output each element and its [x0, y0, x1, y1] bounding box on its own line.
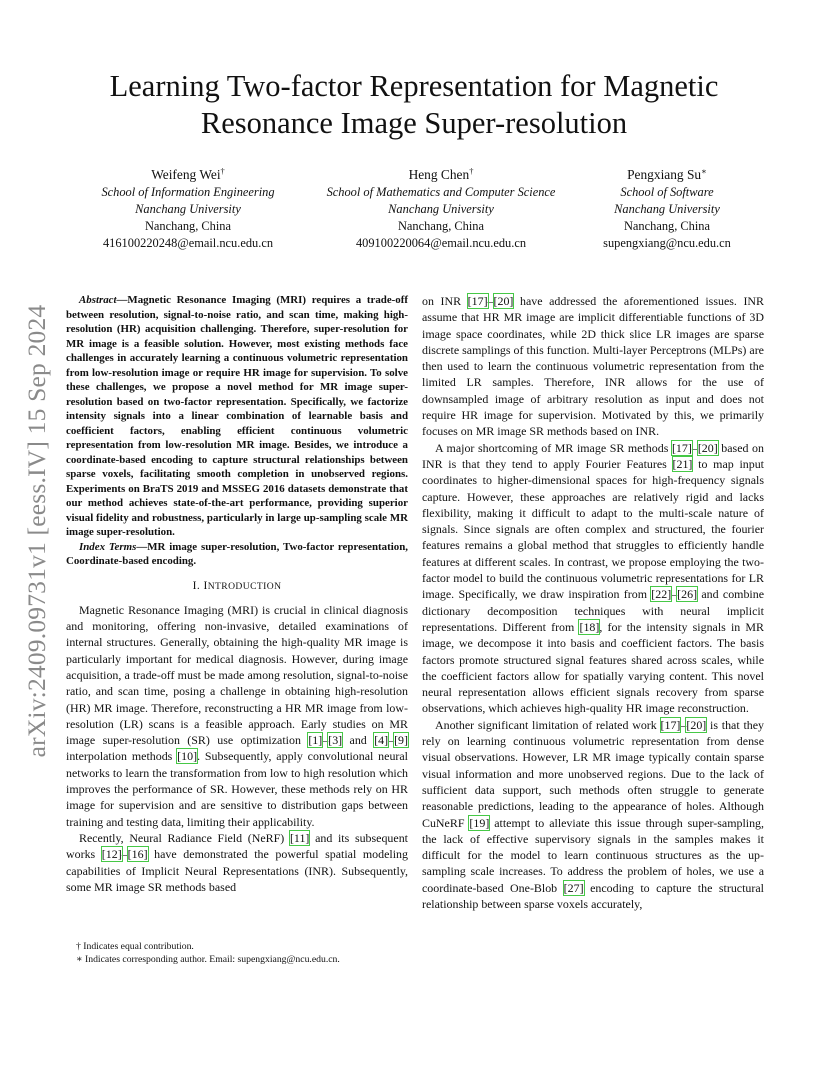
author-city: Nanchang, China — [397, 219, 485, 233]
citation-link[interactable]: [20] — [493, 294, 514, 308]
citation-link[interactable]: [17] — [467, 294, 488, 308]
abstract-label: Abstract — [79, 294, 117, 306]
footnotes — [66, 941, 408, 966]
index-terms — [66, 540, 408, 569]
author-dept: School of Information Engineering — [101, 185, 275, 199]
abstract-text: —Magnetic Resonance Imaging (MRI) requires a trade-off between resolution, signal-to-noise ratio, and scan time, making high-resolution (HR) acquisition challenging. Therefore, super-resolution for MR image is a feasible solution. However, most existing methods face challenges in accurately learning a continuous volumetric representation from low-resolution image or require HR image for supervision. To solve these challenges, we propose a novel method for MR image super-resolution based on two-factor representation. Specifically, we factorize intensity signals into a linear combination of learnable basis and coefficient factors, enabling efficient continuous volumetric representation from low-resolution MR image. Besides, we introduce a coordinate-based encoding to capture structural relationships between sparse voxels, facilitating smooth completion in unobserved regions. Experiments on BraTS 2019 and MSSEG 2016 datasets demonstrate that our method achieves state-of-the-art performance, providing superior visual fidelity and robustness, particularly in large up-sampling scale MR image super-resolution. — [66, 294, 408, 538]
citation-link[interactable]: [11] — [289, 830, 310, 845]
arxiv-watermark — [22, 286, 52, 776]
citation-link[interactable]: [9] — [394, 733, 408, 748]
author-block-1 — [82, 162, 294, 252]
citation-link[interactable]: [21] — [672, 456, 693, 471]
author-name: Heng Chen† — [408, 166, 474, 182]
author-dept: School of Software — [620, 185, 714, 199]
citation-link[interactable]: [22] — [651, 587, 672, 602]
citation-link[interactable]: [3] — [328, 733, 343, 748]
citation-link[interactable]: [20] — [686, 717, 707, 732]
author-name: Pengxiang Su∗ — [627, 166, 707, 182]
author-block-3 — [588, 162, 746, 252]
author-email: 416100220248@email.ncu.edu.cn — [102, 236, 274, 250]
citation-link[interactable]: [27] — [563, 880, 584, 895]
citation-link[interactable]: [26] — [677, 587, 698, 602]
author-name: Weifeng Wei† — [151, 166, 225, 182]
title-line-1: Learning Two-factor Representation for Magnetic — [109, 69, 719, 103]
citation-link[interactable]: [17] — [671, 440, 692, 455]
intro-paragraph-2: Recently, Neural Radiance Field (NeRF) [11] and its subsequent works [12]–[16] have demonstrated the powerful spatial modeling capabilities of Implicit Neural Representations (INR). Subsequently, some MR image SR methods based — [66, 830, 408, 894]
index-terms-text: —MR image super-resolution, Two-factor representation, Coordinate-based encoding. — [66, 540, 408, 567]
abstract — [66, 293, 408, 540]
author-dept: School of Mathematics and Computer Science — [326, 185, 556, 199]
author-block-2 — [306, 162, 576, 252]
citation-link[interactable]: [10] — [177, 749, 198, 764]
citation-link[interactable]: [17] — [660, 717, 681, 732]
citation-link[interactable]: [18] — [579, 619, 600, 634]
author-univ: Nanchang University — [388, 202, 494, 216]
citation-link[interactable]: [12] — [101, 847, 122, 862]
author-univ: Nanchang University — [135, 202, 241, 216]
citation-link[interactable]: [16] — [127, 847, 148, 862]
citation-link[interactable]: [19] — [469, 815, 490, 830]
citation-link[interactable]: [1] — [308, 733, 323, 748]
author-email: 409100220064@email.ncu.edu.cn — [355, 236, 527, 250]
footnote-corresponding-author: ∗ Indicates corresponding author. Email: supengxiang@ncu.edu.cn. — [76, 953, 340, 965]
footnote-equal-contribution: † Indicates equal contribution. — [76, 941, 194, 952]
citation-link[interactable]: [20] — [697, 440, 718, 455]
citation-link[interactable]: [4] — [374, 733, 389, 748]
arxiv-id: arXiv:2409.09731v1 [eess.IV] 15 Sep 2024 — [22, 304, 51, 758]
author-city: Nanchang, China — [144, 219, 232, 233]
paper-title — [60, 68, 768, 142]
left-column — [66, 293, 408, 895]
author-univ: Nanchang University — [614, 202, 720, 216]
author-city: Nanchang, China — [623, 219, 711, 233]
right-column — [422, 293, 764, 912]
intro-paragraph-3: on INR [17]–[20] have addressed the aforementioned issues. INR assume that HR MR image are implicit differentiable functions of 3D image space coordinates, while 2D thick slice LR images are sparse discrete samplings of this function. Multi-layer Perceptrons (MLPs) are then used to learn the continuous volumetric representation from the limited LR samples. Therefore, INR allows for the use of downsampled image of arbitrary resolution as input and does not require HR image for supervision. Motivated by this, we primarily focuses on MR image SR methods based on INR. — [422, 294, 765, 439]
title-line-2: Resonance Image Super-resolution — [200, 106, 628, 140]
index-terms-label: Index Terms — [79, 540, 137, 553]
intro-paragraph-4: A major shortcoming of MR image SR methods [17]–[20] based on INR is that they tend to apply Fourier Features [21] to map input coordinates to higher-dimensional spaces for high-frequency signals capture. However, these approaches are relatively rigid and lacks flexibility, making it difficult to adapt to the multi-scale nature of signals. Since signals are often complex and structured, the fourier features remains a global method that struggles to efficiently handle features at different scales. In contrast, we propose employing the two-factor model to build the continuous volumetric representations for LR image. Specifically, we draw inspiration from [22]–[26] and combine dictionary decomposition techniques with neural implicit representations. Different from [18], for the intensity signals in MR image, we decompose it into basis and coefficient factors. The basis factors promote structured signal features shared across scales, while the coefficient factors allow for spatially varying content. This novel neural representation allows efficient signals recovery from sparse observations, which achieves high-quality HR image reconstruction. — [422, 440, 765, 716]
section-heading: I. INTRODUCTION — [192, 578, 282, 592]
intro-paragraph-1: Magnetic Resonance Imaging (MRI) is crucial in clinical diagnosis and monitoring, offering non-invasive, detailed examinations of internal structures. Generally, obtaining the high-quality MR image is particularly important for medical diagnosis. However, during image acquisition, a trade-off must be made among resolution, signal-to-noise ratio, and scan time, posing a challenge in obtaining high-resolution (HR) MR image. Therefore, reconstructing a HR MR image from low-resolution (LR) scans is a feasible approach. Early studies on MR image super-resolution (SR) use optimization [1]–[3] and [4]–[9] interpolation methods [10]. Subsequently, apply convolutional neural networks to learn the transformation from low to high resolution which improves the performance of SR. However, these methods rely on HR image for supervision and are sensitive to distribution gaps between training and testing data, limiting their applicability. — [66, 602, 409, 829]
author-email: supengxiang@ncu.edu.cn — [603, 236, 731, 250]
intro-paragraph-5: Another significant limitation of related work [17]–[20] is that they rely on learning continuous volumetric representation from dense visual observations. However, LR MR image typically contain sparse visual information and more unobserved regions. Due to the lack of sufficient data support, such methods often struggle to generate reasonable predictions, leading to the appearance of holes. Although CuNeRF [19] attempt to alleviate this issue through super-sampling, the lack of effective supervisory signals in the samples makes it difficult for the model to learn continuous structures as the up-sampling scale increases. To address the problem of holes, we use a coordinate-based One-Blob [27] encoding to capture the structural relationship between sparse voxels accurately, — [422, 717, 765, 911]
